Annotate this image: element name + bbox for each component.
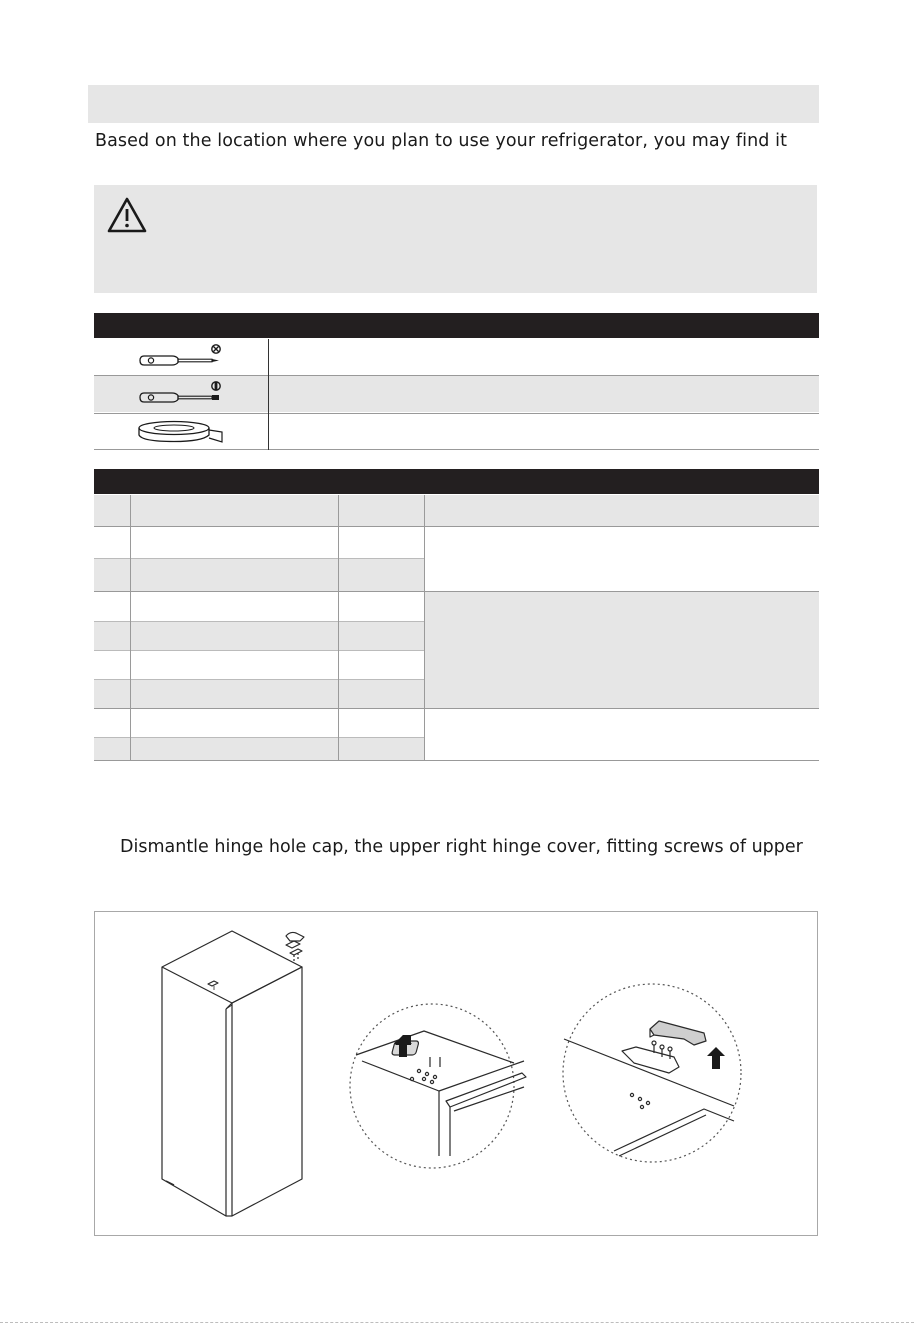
divider (130, 495, 131, 760)
divider (94, 526, 819, 527)
hinge-cover-detail (563, 984, 741, 1162)
intro-text: Based on the location where you plan to use your refrigerator, you may find it (95, 131, 788, 151)
tape-roll-icon (136, 418, 228, 446)
divider (94, 413, 819, 414)
divider (94, 679, 424, 680)
divider (94, 650, 424, 651)
table-row (94, 558, 424, 591)
table-row (94, 679, 424, 708)
divider (424, 495, 425, 760)
divider (94, 760, 819, 761)
divider (94, 449, 819, 450)
table-row (94, 495, 819, 526)
hinge-removal-illustration (94, 911, 818, 1236)
tools-table-header (94, 313, 819, 338)
divider (94, 708, 819, 709)
divider (94, 558, 424, 559)
divider (94, 737, 424, 738)
page-bottom-rule (0, 1322, 914, 1323)
table-cell-merged (424, 591, 819, 708)
table-row (94, 650, 424, 679)
divider (338, 495, 339, 760)
table-row (94, 621, 424, 650)
flathead-screwdriver-icon (138, 379, 228, 409)
section-header-band (88, 85, 819, 123)
warning-triangle-icon (106, 196, 148, 234)
table-cell-merged (424, 526, 819, 591)
divider (94, 591, 819, 592)
step-instruction: Dismantle hinge hole cap, the upper right hinge cover, fitting screws of upper (120, 837, 803, 857)
table-row (94, 737, 424, 760)
phillips-screwdriver-icon (138, 342, 228, 372)
refrigerator-illustration (162, 931, 304, 1216)
table-row (94, 708, 424, 737)
parts-table-header (94, 469, 819, 494)
divider (94, 621, 424, 622)
table-cell-merged (424, 708, 819, 760)
divider (268, 339, 269, 450)
table-row (94, 591, 424, 621)
divider (94, 375, 819, 376)
hinge-cap-detail (350, 1004, 526, 1168)
up-arrow-icon (707, 1047, 725, 1069)
warning-box (94, 185, 817, 293)
